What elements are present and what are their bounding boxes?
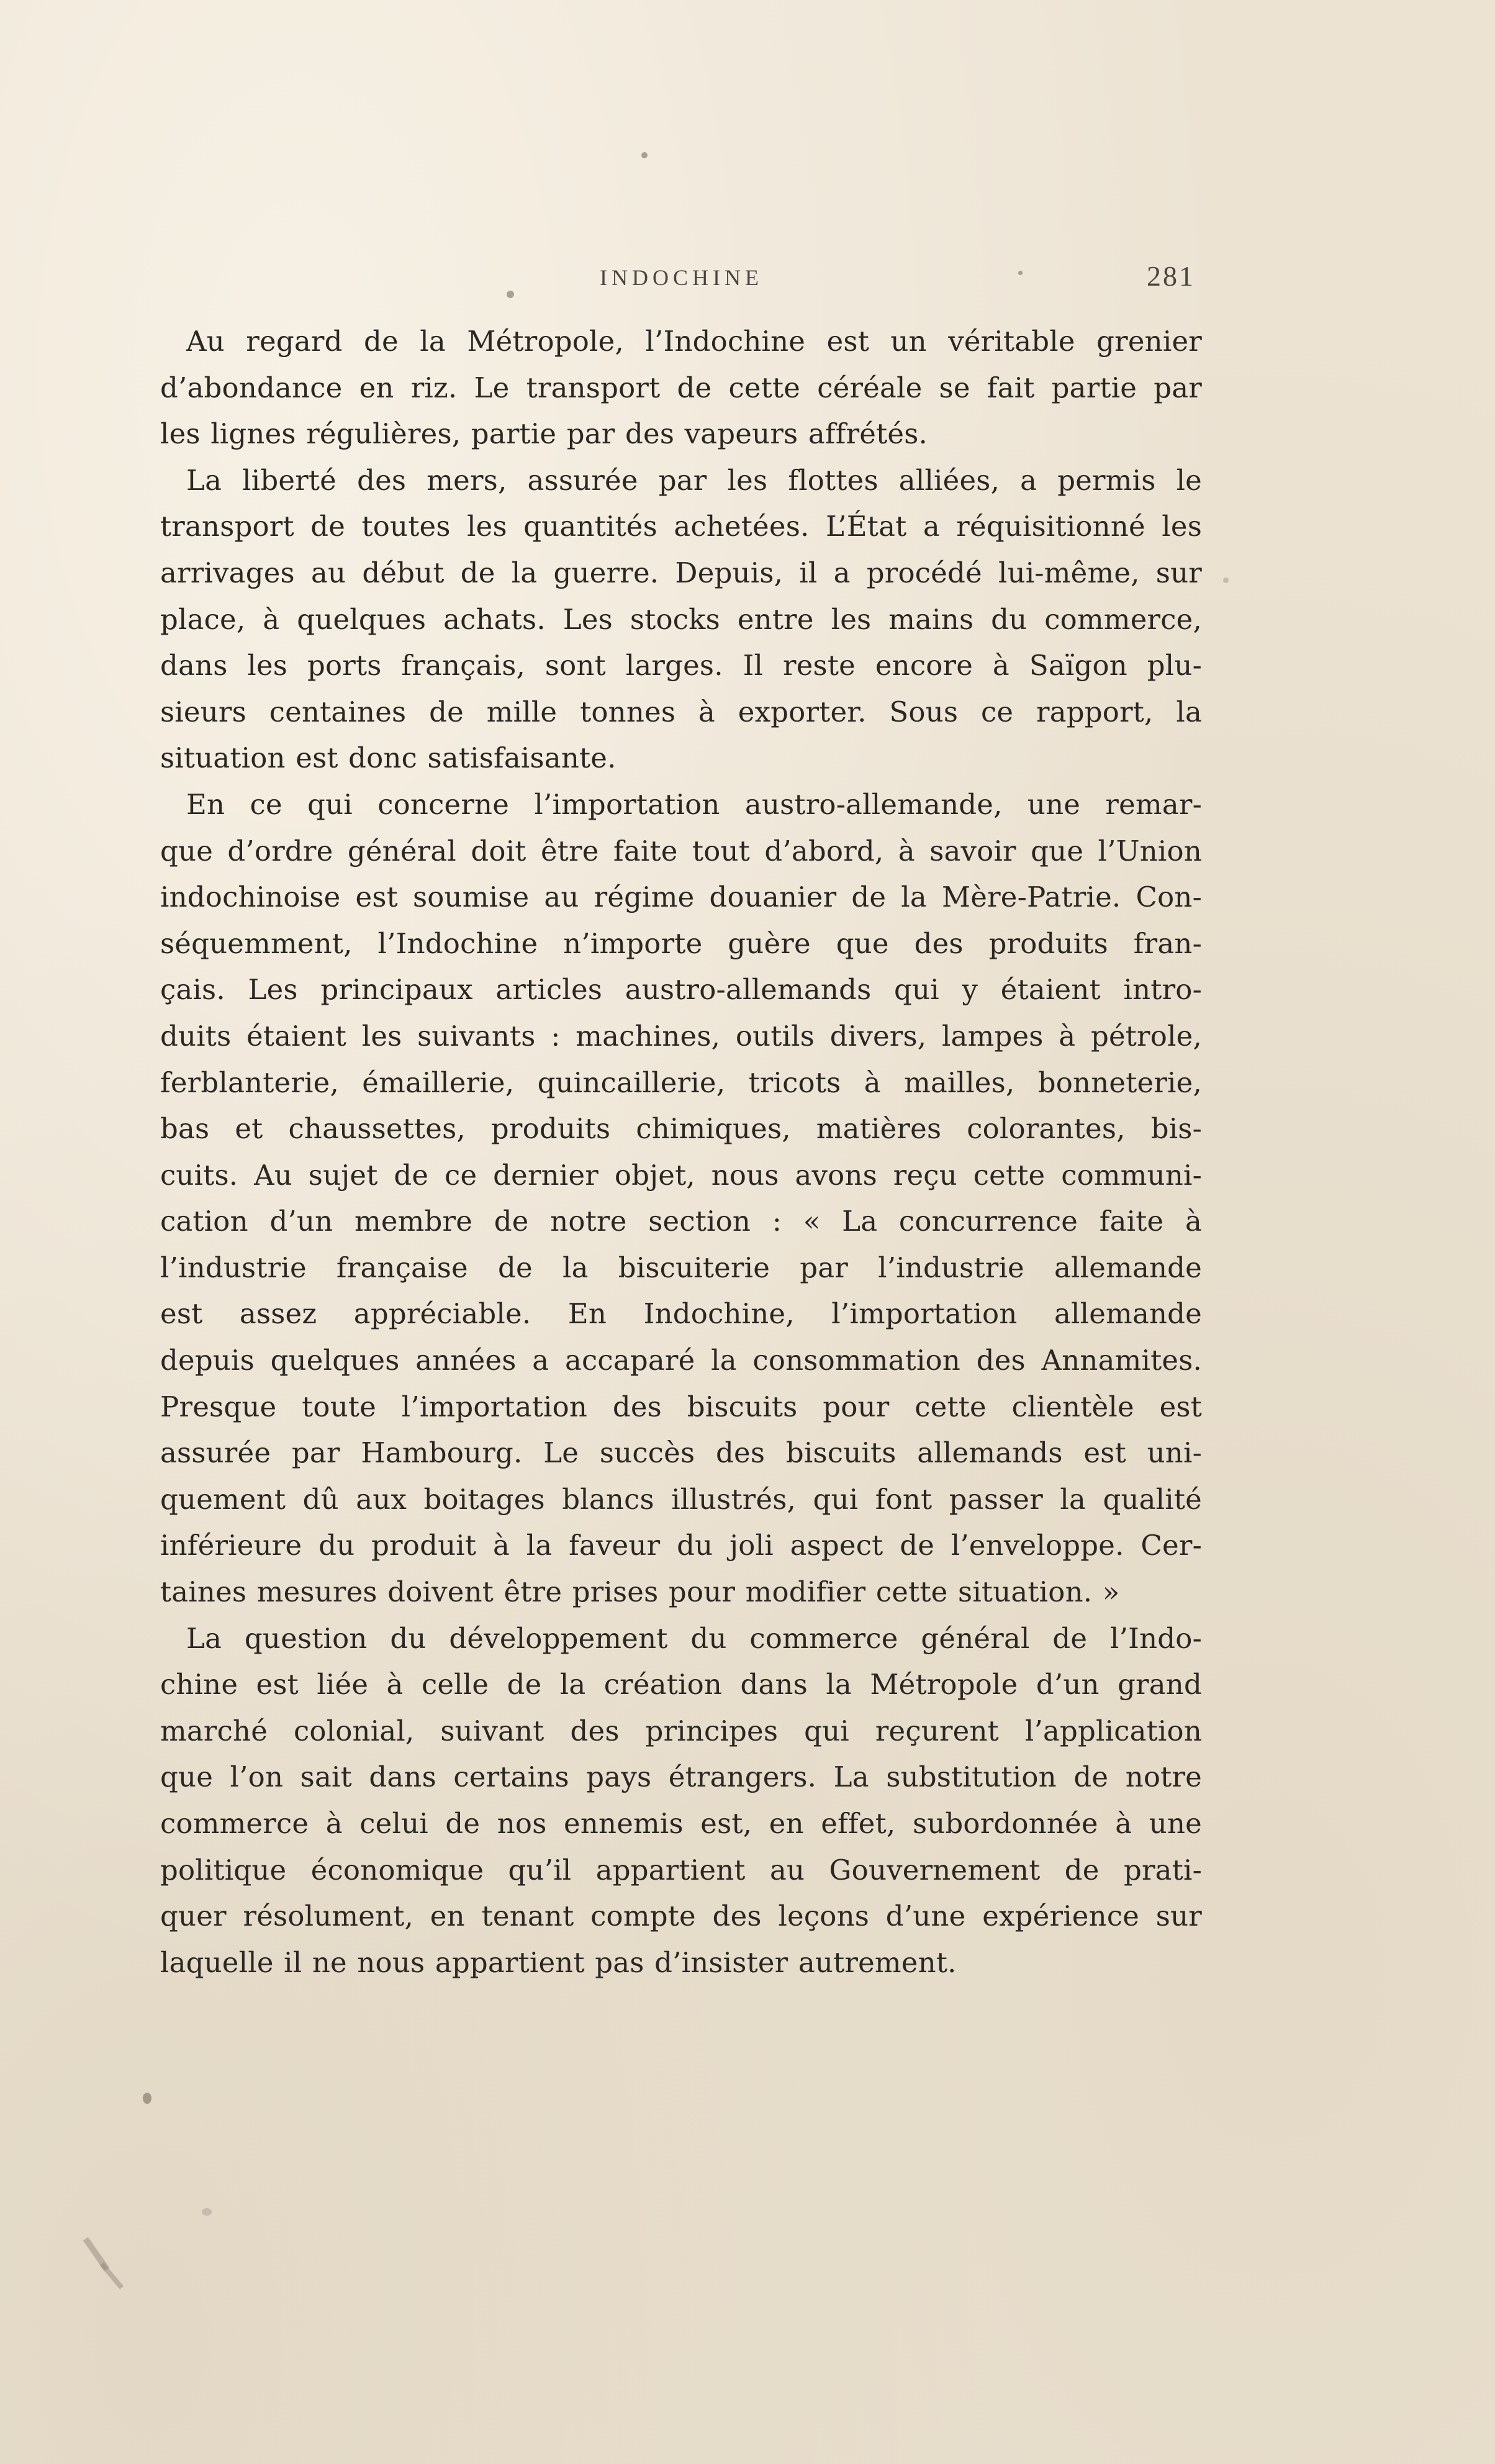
text-line: marché colonial, suivant des principes qui reçurent l’application <box>160 1714 1202 1747</box>
text-line: d’abondance en riz. Le transport de cette céréale se fait partie par <box>160 371 1202 404</box>
text-line: commerce à celui de nos ennemis est, en effet, subordonnée à une <box>160 1807 1202 1840</box>
text-line: indochinoise est soumise au régime douanier de la Mère-Patrie. Con- <box>160 881 1202 914</box>
text-line: sieurs centaines de mille tonnes à exporter. Sous ce rapport, la <box>160 695 1202 728</box>
paragraph <box>160 1616 1202 1986</box>
text-line: La question du développement du commerce général de l’Indo- <box>186 1621 1202 1655</box>
text-line: place, à quelques achats. Les stocks entre les mains du commerce, <box>160 602 1202 636</box>
paragraph <box>160 458 1202 782</box>
text-line: l’industrie française de la biscuiterie par l’industrie allemande <box>160 1251 1202 1284</box>
text-line: politique économique qu’il appartient au Gouvernement de prati- <box>160 1853 1202 1886</box>
text-line: cuits. Au sujet de ce dernier objet, nous avons reçu cette communi- <box>160 1158 1202 1192</box>
text-line: duits étaient les suivants : machines, outils divers, lampes à pétrole, <box>160 1019 1202 1053</box>
paper-speck <box>1223 578 1229 583</box>
text-line: ferblanterie, émaillerie, quincaillerie, tricots à mailles, bonneterie, <box>160 1066 1202 1099</box>
paragraph <box>160 319 1202 458</box>
text-line: depuis quelques années a accaparé la consommation des Annamites. <box>160 1344 1202 1377</box>
text-line: quer résolument, en tenant compte des leçons d’une expérience sur <box>160 1900 1202 1933</box>
paper-speck <box>507 291 514 298</box>
text-line: La liberté des mers, assurée par les flottes alliées, a permis le <box>186 463 1202 497</box>
text-line: Presque toute l’importation des biscuits pour cette clientèle est <box>160 1390 1202 1423</box>
paper-stain <box>100 2262 124 2289</box>
text-line: En ce qui concerne l’importation austro-allemande, une remar- <box>186 787 1202 821</box>
body-text <box>160 319 1202 1986</box>
text-line: Au regard de la Métropole, l’Indochine est un véritable grenier <box>186 325 1202 358</box>
text-line: taines mesures doivent être prises pour modifier cette situation. » <box>160 1575 1120 1609</box>
paper-speck <box>1018 271 1023 275</box>
paper-speck <box>202 2208 212 2216</box>
text-line: quement dû aux boitages blancs illustrés, qui font passer la qualité <box>160 1482 1202 1516</box>
text-line: que d’ordre général doit être faite tout d’abord, à savoir que l’Union <box>160 834 1202 867</box>
text-line: arrivages au début de la guerre. Depuis, il a procédé lui-même, sur <box>160 556 1202 589</box>
running-head <box>168 260 1195 303</box>
text-line: chine est liée à celle de la création dans la Métropole d’un grand <box>160 1668 1202 1701</box>
text-line: cation d’un membre de notre section : « La concurrence faite à <box>160 1205 1202 1238</box>
text-line: les lignes régulières, partie par des vapeurs affrétés. <box>160 417 928 451</box>
text-line: bas et chaussettes, produits chimiques, matières colorantes, bis- <box>160 1112 1202 1146</box>
text-line: que l’on sait dans certains pays étrangers. La substitution de notre <box>160 1760 1202 1794</box>
text-line: dans les ports français, sont larges. Il reste encore à Saïgon plu- <box>160 649 1202 682</box>
text-line: laquelle il ne nous appartient pas d’insister autrement. <box>160 1945 957 1979</box>
text-line: séquemment, l’Indochine n’importe guère que des produits fran- <box>160 926 1202 960</box>
paragraph <box>160 782 1202 1616</box>
text-line: assurée par Hambourg. Le succès des biscuits allemands est uni- <box>160 1436 1202 1470</box>
text-line: inférieure du produit à la faveur du joli aspect de l’enveloppe. Cer- <box>160 1529 1202 1562</box>
text-line: transport de toutes les quantités achetées. L’État a réquisitionné les <box>160 510 1202 543</box>
page-number: 281 <box>1147 260 1195 292</box>
text-line: situation est donc satisfaisante. <box>160 741 617 775</box>
text-line: çais. Les principaux articles austro-allemands qui y étaient intro- <box>160 973 1202 1007</box>
paper-speck <box>641 152 648 158</box>
running-title: INDOCHINE <box>600 265 763 290</box>
paper-speck <box>143 2093 151 2104</box>
text-line: est assez appréciable. En Indochine, l’importation allemande <box>160 1297 1202 1331</box>
